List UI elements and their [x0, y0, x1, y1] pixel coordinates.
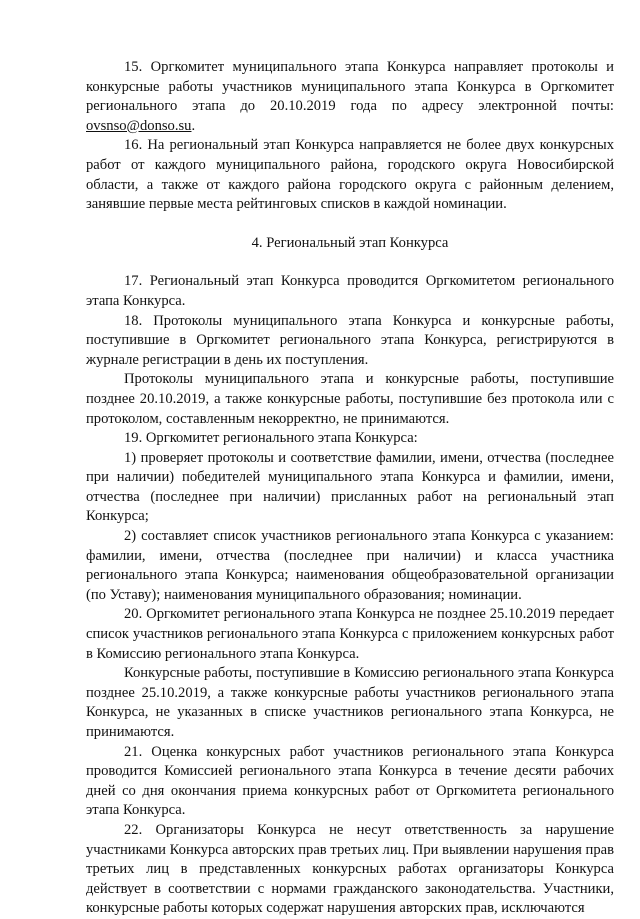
paragraph-16: 16. На региональный этап Конкурса направляется не более двух конкурсных работ от каждого муниципального района, городского округа Новосибирской области, а также от каждого района городского округа с районным делением, занявшие первые места рейтинговых списков в каждой номинации.: [86, 137, 614, 213]
paragraph-15-end: .: [191, 117, 196, 134]
section-heading: 4. Региональный этап Конкурса: [251, 234, 449, 251]
paragraph-22: 22. Организаторы Конкурса не несут ответственность за нарушение участниками Конкурса авторских прав третьих лиц. При выявлении нарушения прав третьих лиц в представленных конкурсных работах организаторы Конкурса действует в соответствии с нормами гражданского законодательства. Участники, конкурсные работы которых содержат нарушения авторских прав, исключаются: [86, 821, 614, 917]
paragraph-19-item-2: 2) составляет список участников регионального этапа Конкурса с указанием: фамилии, имени, отчества (последнее при наличии) и класса участника регионального этапа Конкурса; наименования общеобразовательной организации (по Уставу); наименования муниципального образования; номинации.: [86, 528, 614, 603]
paragraph-21: 21. Оценка конкурсных работ участников регионального этапа Конкурса проводится Комиссией регионального этапа Конкурса в течение десяти рабочих дней со дня окончания приема конкурсных работ от Оргкомитета регионального этапа Конкурса.: [86, 743, 614, 819]
paragraph-19-item-1: 1) проверяет протоколы и соответствие фамилии, имени, отчества (последнее при наличии) победителей муниципального этапа Конкурса и фамилии, имени, отчества (последнее при наличии) присланных работ на региональный этап Конкурса;: [86, 449, 614, 525]
paragraph-18: 18. Протоколы муниципального этапа Конкурса и конкурсные работы, поступившие в Оргкомитет регионального этапа Конкурса, регистрируются в журнале регистрации в день их поступления.: [86, 312, 614, 368]
paragraph-18b: Протоколы муниципального этапа и конкурсные работы, поступившие позднее 20.10.2019, а также конкурсные работы, поступившие без протокола или с протоколом, составленным некорректно, не принимаются.: [86, 371, 614, 427]
paragraph-15: [86, 58, 614, 136]
paragraph-15-text: 15. Оргкомитет муниципального этапа Конкурса направляет протоколы и конкурсные работы участников муниципального этапа Конкурса в Оргкомитет регионального этапа до 20.10.2019 года по адресу электронной почты:: [86, 59, 614, 115]
paragraph-20b: Конкурсные работы, поступившие в Комиссию регионального этапа Конкурса позднее 25.10.2019, а также конкурсные работы участников регионального этапа Конкурса, не указанных в списке участников регионального этапа Конкурса, не принимаются.: [86, 665, 614, 740]
document-page: [86, 58, 614, 919]
paragraph-20: 20. Оргкомитет регионального этапа Конкурса не позднее 25.10.2019 передает список участников регионального этапа Конкурса с приложением конкурсных работ в Комиссию регионального этапа Конкурса.: [86, 606, 614, 662]
paragraph-17: 17. Региональный этап Конкурса проводится Оргкомитетом регионального этапа Конкурса.: [86, 273, 614, 309]
paragraph-19: 19. Оргкомитет регионального этапа Конкурса:: [124, 430, 418, 447]
email-link[interactable]: ovsnso@donso.su: [86, 117, 192, 134]
